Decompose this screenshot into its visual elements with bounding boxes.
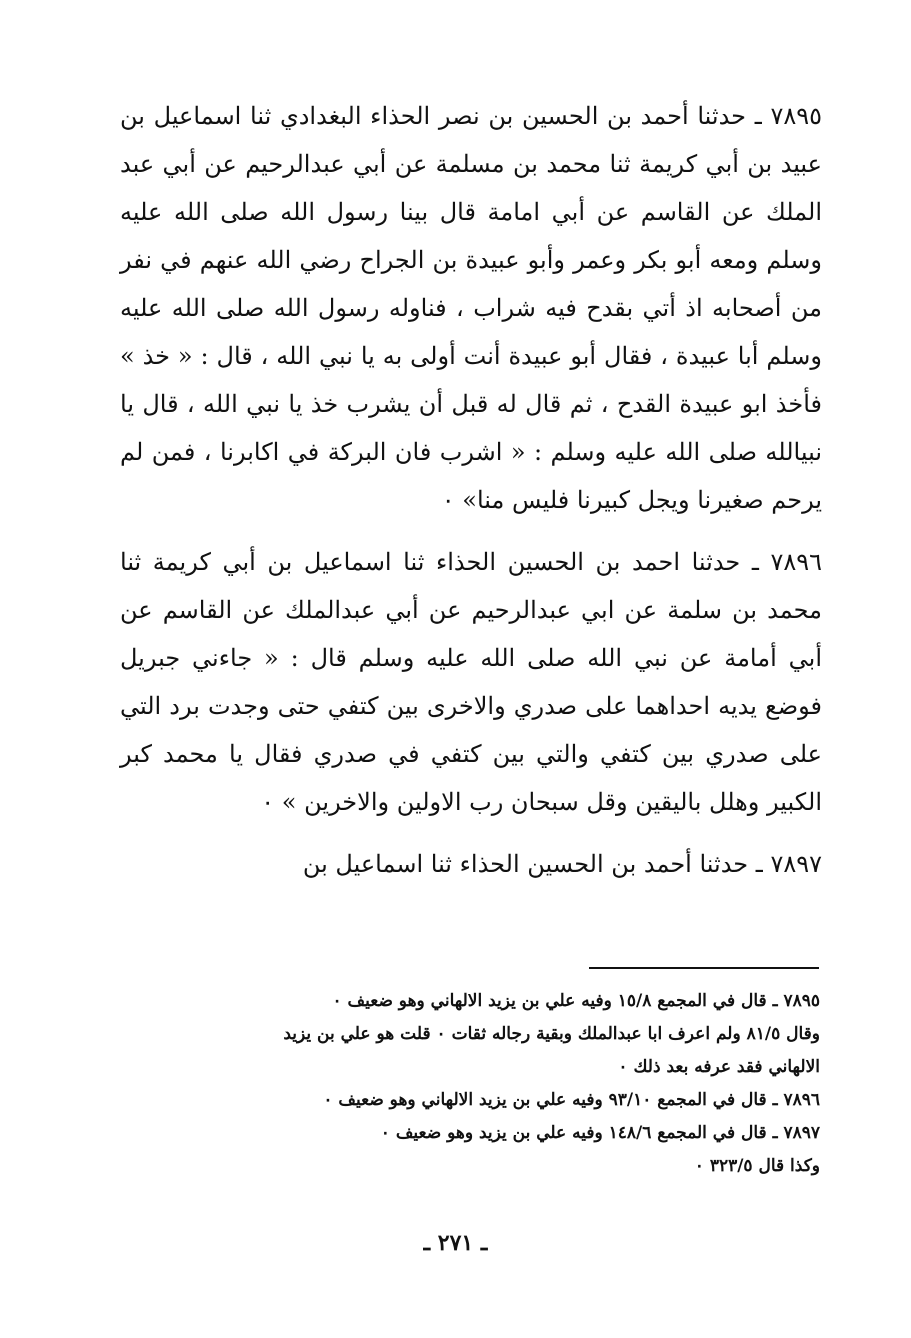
footnote-divider <box>589 967 819 969</box>
footnote-line: ٧٨٩٦ ـ قال في المجمع ٩٣/١٠ وفيه علي بن يزيد الالهاني وهو ضعيف ٠ <box>323 1090 820 1110</box>
footnote-line: الالهاني فقد عرفه بعد ذلك ٠ <box>618 1057 820 1077</box>
footnote-line: ٧٨٩٧ ـ قال في المجمع ١٤٨/٦ وفيه علي بن يزيد وهو ضعيف ٠ <box>380 1123 820 1143</box>
hadith-7895: ٧٨٩٥ ـ حدثنا أحمد بن الحسين بن نصر الحذاء البغدادي ثنا اسماعيل بن عبيد بن أبي كريمة ثنا محمد بن مسلمة عن أبي عبدالرحيم عن أبي عبد الملك عن القاسم عن أبي امامة قال بينا رسول الله صلى الله عليه وسلم ومعه أبو بكر وعمر وأبو عبيدة بن الجراح رضي الله عنهم في نفر من أصحابه اذ أتي بقدح فيه شراب ، فناوله رسول الله صلى الله عليه وسلم أبا عبيدة ، فقال أبو عبيدة أنت أولى به يا نبي الله ، قال : « خذ » فأخذ ابو عبيدة القدح ، ثم قال له قبل أن يشرب خذ يا نبي الله ، قال يا نبيالله صلى الله عليه وسلم : « اشرب فان البركة في اكابرنا ، فمن لم يرحم صغيرنا ويجل كبيرنا فليس منا» ٠ <box>120 102 822 514</box>
footnote-line: ٧٨٩٥ ـ قال في المجمع ١٥/٨ وفيه علي بن يزيد الالهاني وهو ضعيف ٠ <box>332 991 820 1011</box>
page-number: ـ ٢٧١ ـ <box>423 1230 488 1256</box>
footnotes <box>120 985 820 1183</box>
footnote-line: وكذا قال ٣٢٣/٥ ٠ <box>694 1156 820 1176</box>
main-text <box>120 92 822 888</box>
footnote-line: وقال ٨١/٥ ولم اعرف ابا عبدالملك وبقية رجاله ثقات ٠ قلت هو علي بن يزيد <box>283 1024 820 1044</box>
hadith-7897: ٧٨٩٧ ـ حدثنا أحمد بن الحسين الحذاء ثنا اسماعيل بن <box>302 850 822 878</box>
hadith-7896: ٧٨٩٦ ـ حدثنا احمد بن الحسين الحذاء ثنا اسماعيل بن أبي كريمة ثنا محمد بن سلمة عن ابي عبدالرحيم عن أبي عبدالملك عن القاسم عن أبي أمامة عن نبي الله صلى الله عليه وسلم قال : « جاءني جبريل فوضع يديه احداهما على صدري والاخرى بين كتفي حتى وجدت برد التي على صدري بين كتفي والتي بين كتفي في صدري فقال يا محمد كبر الكبير وهلل باليقين وقل سبحان رب الاولين والاخرين » ٠ <box>120 548 822 816</box>
